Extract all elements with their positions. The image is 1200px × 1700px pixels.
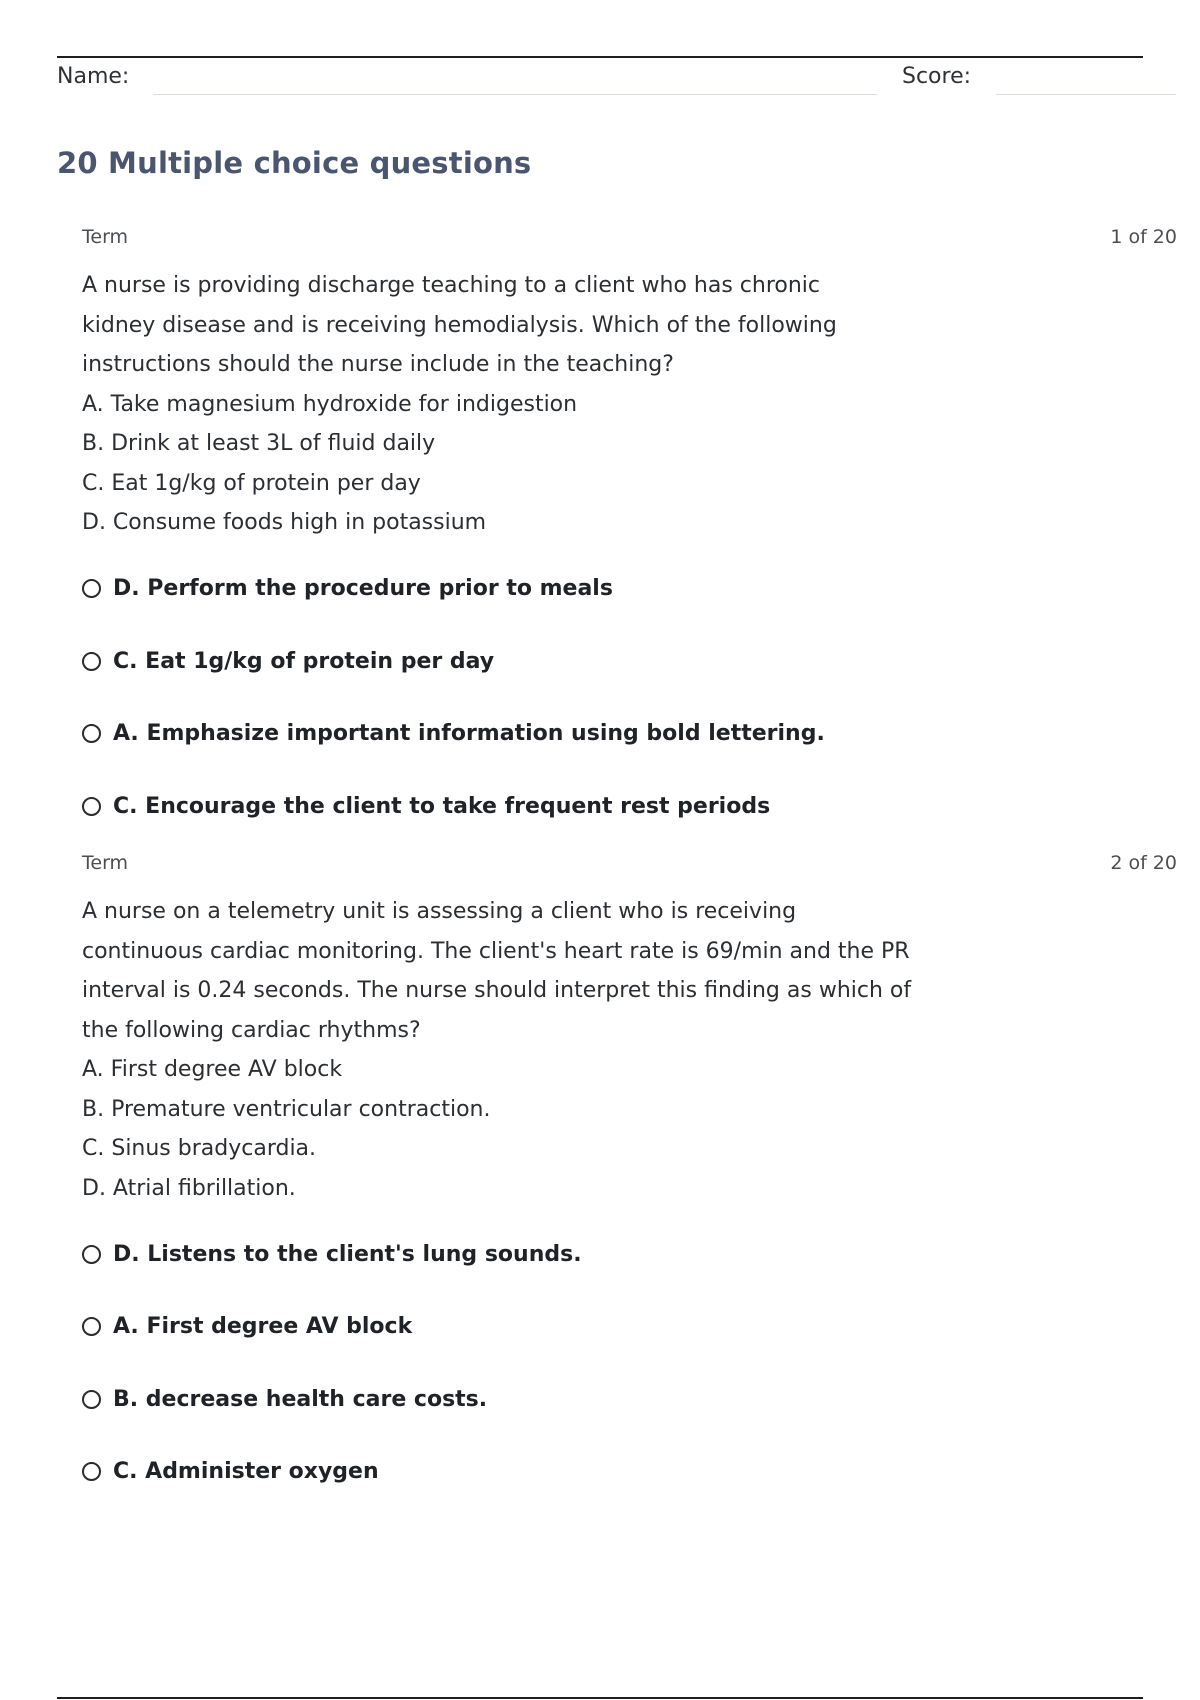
question-card <box>82 852 1177 1508</box>
radio-button-icon[interactable] <box>82 724 101 743</box>
answer-choice-label: D. Listens to the client's lung sounds. <box>113 1241 582 1267</box>
question-text-line: A nurse is providing discharge teaching to a client who has chronic <box>82 273 820 298</box>
answer-choice[interactable] <box>82 698 1177 771</box>
question-counter: 1 of 20 <box>1110 226 1177 248</box>
top-rule <box>57 56 1143 58</box>
page-title: 20 Multiple choice questions <box>57 146 532 180</box>
question-text-line: A nurse on a telemetry unit is assessing a client who is receiving <box>82 899 797 924</box>
answer-choice[interactable] <box>82 1363 1177 1436</box>
question-option-line: A. Take magnesium hydroxide for indigestion <box>82 391 578 417</box>
question-option-line: D. Consume foods high in potassium <box>82 510 487 535</box>
answer-choice[interactable] <box>82 1218 1177 1291</box>
answer-choice-label: C. Encourage the client to take frequent rest periods <box>113 793 771 819</box>
answer-choice-label: C. Administer oxygen <box>113 1459 379 1485</box>
answer-choice-label: D. Perform the procedure prior to meals <box>113 576 613 602</box>
answer-choice-label: A. Emphasize important information using bold lettering. <box>113 721 825 747</box>
answer-choices <box>82 553 1177 843</box>
question-header <box>82 226 1177 256</box>
answer-choice[interactable] <box>82 625 1177 698</box>
answer-choice-label: A. First degree AV block <box>113 1314 413 1340</box>
question-option-line: B. Drink at least 3L of fluid daily <box>82 431 436 456</box>
question-text-line: interval is 0.24 seconds. The nurse should interpret this finding as which of <box>82 978 912 1003</box>
question-text <box>82 892 912 1208</box>
question-header <box>82 852 1177 882</box>
radio-button-icon[interactable] <box>82 1317 101 1336</box>
answer-choice[interactable] <box>82 1436 1177 1509</box>
question-option-line: D. Atrial fibrillation. <box>82 1175 296 1201</box>
answer-choice[interactable] <box>82 770 1177 843</box>
name-label: Name: <box>57 64 130 89</box>
question-card <box>82 226 1177 843</box>
question-text-line: continuous cardiac monitoring. The client's heart rate is 69/min and the PR <box>82 938 910 964</box>
answer-choice[interactable] <box>82 1291 1177 1364</box>
question-option-line: C. Sinus bradycardia. <box>82 1136 317 1161</box>
question-text-line: the following cardiac rhythms? <box>82 1017 421 1043</box>
question-text <box>82 266 912 543</box>
score-label: Score: <box>902 64 972 89</box>
answer-choice-label: B. decrease health care costs. <box>113 1386 488 1412</box>
question-text-line: instructions should the nurse include in the teaching? <box>82 352 674 377</box>
question-option-line: A. First degree AV block <box>82 1057 343 1082</box>
answer-choice[interactable] <box>82 553 1177 626</box>
radio-button-icon[interactable] <box>82 579 101 598</box>
question-text-line: kidney disease and is receiving hemodialysis. Which of the following <box>82 312 837 338</box>
term-label: Term <box>82 852 129 874</box>
name-field[interactable] <box>153 94 877 95</box>
score-field[interactable] <box>996 94 1176 95</box>
question-option-line: B. Premature ventricular contraction. <box>82 1096 491 1122</box>
radio-button-icon[interactable] <box>82 1390 101 1409</box>
term-label: Term <box>82 226 129 248</box>
radio-button-icon[interactable] <box>82 652 101 671</box>
bottom-rule <box>57 1697 1143 1699</box>
question-counter: 2 of 20 <box>1110 852 1177 874</box>
radio-button-icon[interactable] <box>82 1462 101 1481</box>
answer-choice-label: C. Eat 1g/kg of protein per day <box>113 648 495 674</box>
answer-choices <box>82 1218 1177 1508</box>
radio-button-icon[interactable] <box>82 797 101 816</box>
question-option-line: C. Eat 1g/kg of protein per day <box>82 470 421 496</box>
radio-button-icon[interactable] <box>82 1245 101 1264</box>
